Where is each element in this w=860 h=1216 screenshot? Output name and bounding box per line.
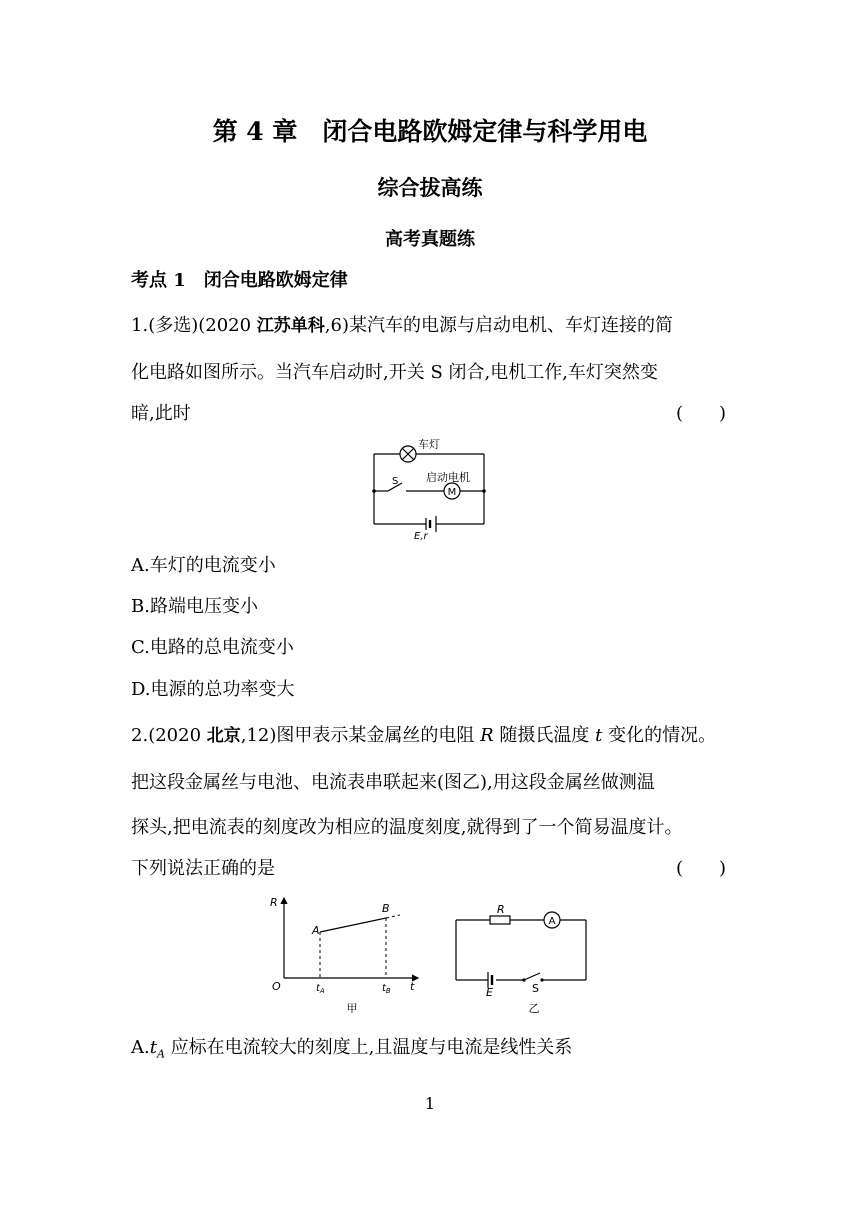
motor-icon [444, 483, 460, 499]
subsection-heading: 高考真题练 [385, 229, 475, 250]
q2-line-3: 探头,把电流表的刻度改为相应的温度刻度,就得到了一个简易温度计。 [131, 817, 683, 838]
q2-source-name: 北京 [206, 726, 241, 746]
q1-line-2: 化电路如图所示。当汽车启动时,开关 S 闭合,电机工作,车灯突然变 [131, 362, 658, 383]
page-number: 1 [424, 1094, 436, 1113]
svg-text:M: M [447, 487, 457, 498]
svg-text:A: A [548, 916, 556, 927]
q2-graph-jia [266, 890, 436, 1020]
q2-line-1: 2.(2020 北京,12)图甲表示某金属丝的电阻 R 随摄氏温度 t 变化的情况。 [131, 725, 717, 746]
q1-circuit-diagram [364, 432, 494, 542]
section-subtitle: 综合拔高练 [377, 175, 483, 200]
q2-circuit-yi [446, 896, 596, 1020]
motor-label: 启动电机 [426, 471, 470, 484]
q2-line-2: 把这段金属丝与电池、电流表串联起来(图乙),用这段金属丝做测温 [131, 772, 655, 793]
q2-answer-blank: ( ) [676, 858, 727, 879]
graph-x-label: t [410, 980, 415, 993]
graph-origin: O [272, 980, 281, 993]
q1-option-a: A.车灯的电流变小 [131, 555, 276, 576]
resistor-icon [490, 916, 510, 924]
q1-option-c: C.电路的总电流变小 [131, 637, 294, 658]
q1-option-b: B.路端电压变小 [131, 596, 258, 617]
topic-heading [131, 266, 348, 292]
graph-tick-ta: $t_A$ [316, 983, 325, 995]
topic-name: 闭合电路欧姆定律 [203, 270, 348, 291]
q2-line-4: 下列说法正确的是 [131, 858, 275, 879]
resistor-label: R [497, 903, 505, 916]
q1-answer-blank: ( ) [676, 403, 727, 424]
q1-line-1: 1.(多选)(2020 江苏单科,6)某汽车的电源与启动电机、车灯连接的简 [131, 315, 673, 336]
topic-label: 考点 1 [131, 270, 186, 291]
graph-tick-tb: $t_B$ [382, 983, 391, 995]
lamp-icon [400, 446, 416, 462]
q1-line-3: 暗,此时 [131, 403, 191, 424]
switch-label: S [392, 476, 399, 487]
ammeter-icon [544, 912, 560, 928]
q1-source-name: 江苏单科 [256, 316, 325, 336]
lamp-label: 车灯 [418, 438, 440, 451]
graph-caption: 甲 [346, 1002, 358, 1015]
q2-option-a: $A.t_A$ 应标在电流较大的刻度上,且温度与电流是线性关系 [131, 1037, 573, 1061]
switch-label: S [532, 982, 539, 995]
q1-option-d: D.电源的总功率变大 [131, 679, 295, 700]
battery-icon [426, 516, 436, 532]
chapter-title: 第 4 章 闭合电路欧姆定律与科学用电 [212, 117, 648, 146]
battery-label: E,r [414, 531, 428, 542]
graph-point-b: B [382, 902, 390, 915]
battery-label: E [486, 986, 493, 999]
graph-y-label: R [270, 896, 278, 909]
circuit-caption: 乙 [528, 1002, 540, 1015]
graph-point-a: A [312, 924, 320, 937]
